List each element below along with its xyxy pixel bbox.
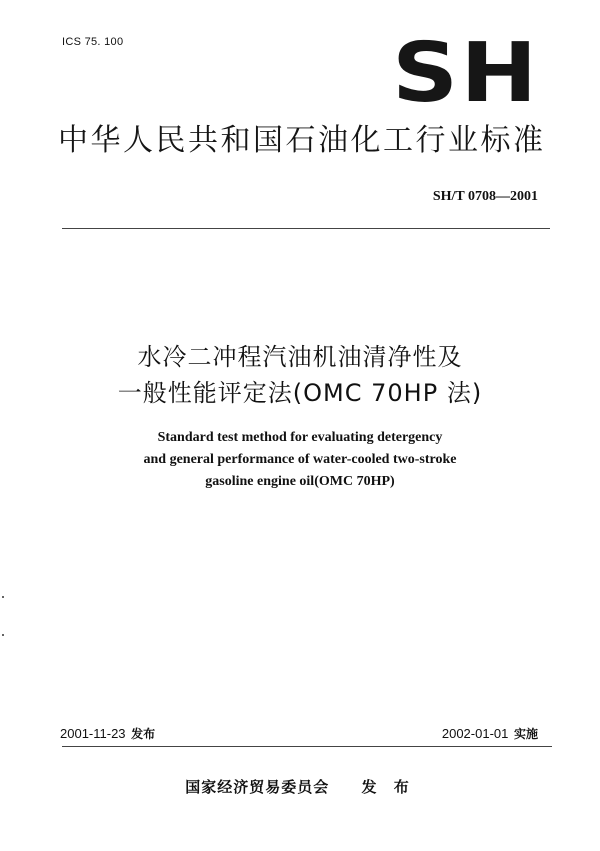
sh-logo: SH (392, 26, 540, 121)
issue-date-line (60, 725, 155, 742)
bottom-divider (62, 746, 552, 747)
top-divider (62, 228, 550, 229)
english-title (0, 427, 600, 493)
scan-speck (2, 596, 4, 598)
chinese-title-line-2: 一般性能评定法(OMC 70HP 法) (117, 379, 483, 407)
english-title-line-3: gasoline engine oil(OMC 70HP) (205, 474, 395, 489)
effective-label: 实施 (513, 727, 538, 741)
issue-date: 2001-11-23 (60, 726, 126, 741)
english-title-line-2: and general performance of water-cooled two-stroke (143, 452, 457, 467)
chinese-title-line-1: 水冷二冲程汽油机油清净性及 (137, 343, 463, 371)
english-title-line-1: Standard test method for evaluating detergency (157, 430, 443, 445)
chinese-title (0, 339, 600, 411)
publisher-line (0, 776, 600, 797)
scan-speck (2, 634, 4, 636)
document-number: SH/T 0708—2001 (432, 189, 538, 204)
ics-code: ICS 75. 100 (62, 36, 124, 48)
issue-label: 发布 (131, 727, 156, 741)
publisher-name: 国家经济贸易委员会 (185, 778, 330, 796)
effective-date: 2002-01-01 (441, 726, 509, 741)
industry-standard-heading: 中华人民共和国石油化工行业标准 (58, 123, 546, 158)
effective-date-line (442, 725, 538, 742)
publisher-label: 发 布 (361, 778, 415, 796)
